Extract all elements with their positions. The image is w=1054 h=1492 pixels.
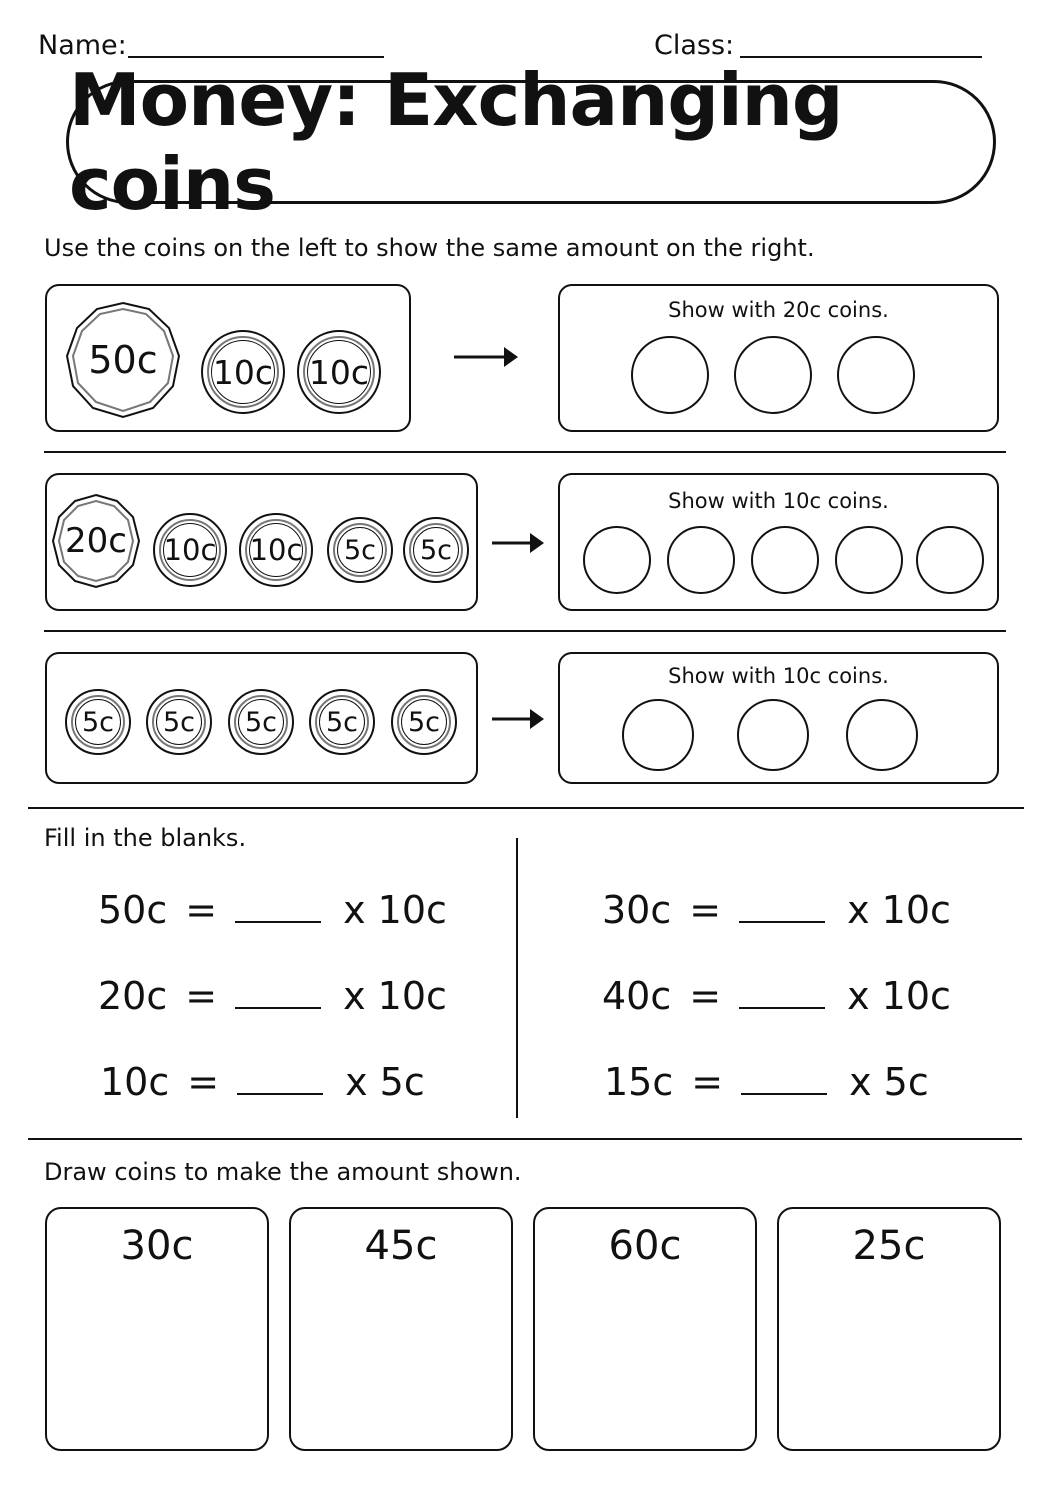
coin-5c: 5c (146, 689, 212, 755)
row2-coin-box (45, 473, 478, 611)
answer-circle[interactable] (734, 336, 812, 414)
draw-box-60c[interactable] (533, 1207, 757, 1451)
answer-circle[interactable] (846, 699, 918, 771)
answer-blank[interactable] (739, 977, 825, 1009)
answer-blank[interactable] (237, 1063, 323, 1095)
answer-circle[interactable] (583, 526, 651, 594)
answer-blank[interactable] (739, 891, 825, 923)
section3-instruction: Draw coins to make the amount shown. (44, 1158, 522, 1186)
coin-10c: 10c (201, 330, 285, 414)
answer-circle[interactable] (667, 526, 735, 594)
coin-20c (51, 493, 141, 589)
row3-coin-box (45, 652, 478, 784)
divider (44, 630, 1006, 632)
row3-answer-box (558, 652, 999, 784)
section-divider (28, 807, 1024, 809)
answer-circle[interactable] (751, 526, 819, 594)
coin-5c: 5c (391, 689, 457, 755)
answer-blank[interactable] (235, 891, 321, 923)
row1-coin-box (45, 284, 411, 432)
equation-row: 15c = x 5c (604, 1060, 929, 1104)
coin-5c: 5c (228, 689, 294, 755)
draw-box-45c[interactable] (289, 1207, 513, 1451)
coin-10c: 10c (239, 513, 313, 587)
draw-amount: 25c (852, 1223, 926, 1269)
coin-5c: 5c (403, 517, 469, 583)
draw-box-25c[interactable] (777, 1207, 1001, 1451)
answer-blank[interactable] (741, 1063, 827, 1095)
page-title: Money: Exchanging coins (69, 58, 843, 226)
arrow-right-icon (490, 704, 550, 734)
draw-amount: 45c (364, 1223, 438, 1269)
coin-5c: 5c (327, 517, 393, 583)
section1-instruction: Use the coins on the left to show the same amount on the right. (44, 234, 815, 262)
coin-label: 50c (88, 338, 158, 382)
draw-box-30c[interactable] (45, 1207, 269, 1451)
section-divider (28, 1138, 1022, 1140)
answer-circle[interactable] (622, 699, 694, 771)
title-banner (66, 58, 996, 226)
coin-10c: 10c (297, 330, 381, 414)
answer-circle[interactable] (916, 526, 984, 594)
answer-circle[interactable] (837, 336, 915, 414)
answer-blank[interactable] (235, 977, 321, 1009)
coin-10c: 10c (153, 513, 227, 587)
answer-circle[interactable] (631, 336, 709, 414)
coin-5c: 5c (309, 689, 375, 755)
name-label: Name: (38, 30, 127, 61)
arrow-right-icon (452, 342, 522, 372)
column-divider (516, 838, 518, 1118)
answer-circle[interactable] (835, 526, 903, 594)
coin-5c: 5c (65, 689, 131, 755)
row3-prompt: Show with 10c coins. (668, 664, 889, 688)
equation-row: 50c = x 10c (98, 888, 447, 932)
section2-instruction: Fill in the blanks. (44, 824, 247, 852)
class-label: Class: (654, 30, 735, 61)
equation-row: 10c = x 5c (100, 1060, 425, 1104)
row1-answer-box (558, 284, 999, 432)
row2-answer-box (558, 473, 999, 611)
answer-circle[interactable] (737, 699, 809, 771)
draw-amount: 30c (120, 1223, 194, 1269)
equation-row: 20c = x 10c (98, 974, 447, 1018)
arrow-right-icon (490, 528, 550, 558)
coin-label: 20c (65, 521, 127, 561)
row2-prompt: Show with 10c coins. (668, 489, 889, 513)
row1-prompt: Show with 20c coins. (668, 298, 889, 322)
divider (44, 451, 1006, 453)
equation-row: 30c = x 10c (602, 888, 951, 932)
draw-amount: 60c (608, 1223, 682, 1269)
coin-50c (63, 300, 183, 420)
equation-row: 40c = x 10c (602, 974, 951, 1018)
